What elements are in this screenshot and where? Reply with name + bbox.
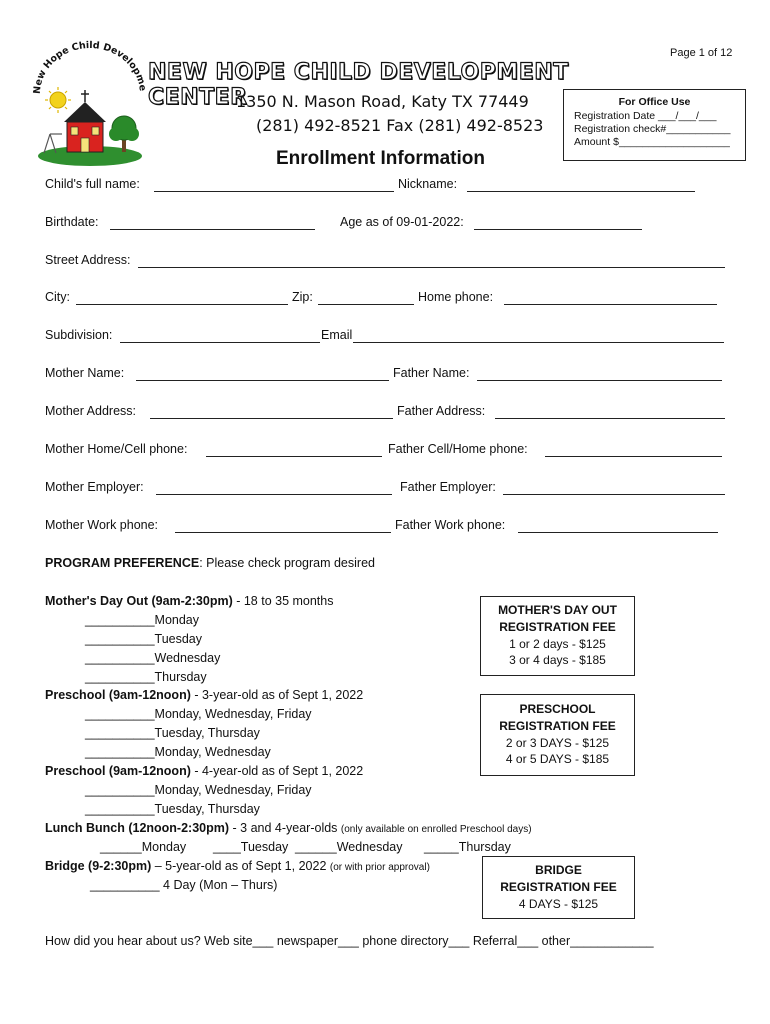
pre3-title-rest: - 3-year-old as of Sept 1, 2022 [190, 688, 364, 702]
pre3-mw-option[interactable] [85, 745, 271, 759]
pre4-tt-option[interactable] [85, 802, 260, 816]
father-name-input[interactable] [477, 380, 722, 381]
pre3-mwf-option[interactable] [85, 707, 312, 721]
lunch-thursday-option[interactable]: _____Thursday [424, 840, 511, 854]
bridge-title-rest: – 5-year-old as of Sept 1, 2022 [151, 859, 330, 873]
lunch-bunch-title [45, 821, 532, 835]
mother-address-input[interactable] [150, 418, 393, 419]
child-name-input[interactable] [154, 191, 394, 192]
option-label: Tuesday, Thursday [154, 802, 260, 816]
checkbox-blank[interactable]: __________ [85, 745, 155, 759]
email-label: Email [321, 328, 353, 342]
nickname-label: Nickname: [398, 177, 458, 191]
pre4-mwf-option[interactable] [85, 783, 312, 797]
preschool-4-title [45, 764, 363, 778]
program-heading-rest: : Please check program desired [199, 556, 375, 570]
age-input[interactable] [474, 229, 642, 230]
fee-line: 2 or 3 DAYS - $125 [505, 736, 610, 750]
mdo-thursday-option[interactable] [85, 670, 207, 684]
office-use-title: For Office Use [618, 96, 691, 108]
lunch-title-bold: Lunch Bunch (12noon-2:30pm) [45, 821, 230, 835]
father-address-label: Father Address: [397, 404, 486, 418]
preschool-fee-box [480, 694, 635, 776]
checkbox-blank[interactable]: __________ [85, 707, 155, 721]
preschool-3-title [45, 688, 363, 702]
fee-box-title: BRIDGE [535, 863, 582, 877]
lunch-tuesday-option[interactable]: ____Tuesday [213, 840, 289, 854]
checkbox-blank[interactable]: __________ [85, 802, 155, 816]
option-label: Wednesday [154, 651, 221, 665]
logo-illustration [30, 38, 148, 168]
lunch-title-rest: - 3 and 4-year-olds [229, 821, 341, 835]
home-phone-input[interactable] [504, 304, 717, 305]
option-label: Monday, Wednesday, Friday [154, 707, 312, 721]
father-phone-input[interactable] [545, 456, 722, 457]
father-address-input[interactable] [495, 418, 725, 419]
mother-name-label: Mother Name: [45, 366, 125, 380]
father-work-phone-label: Father Work phone: [395, 518, 506, 532]
father-employer-input[interactable] [503, 494, 725, 495]
age-label: Age as of 09-01-2022: [340, 215, 464, 229]
mdo-wednesday-option[interactable] [85, 651, 220, 665]
fee-line: 4 DAYS - $125 [518, 897, 599, 911]
zip-input[interactable] [318, 304, 414, 305]
bridge-4day-option[interactable] [90, 878, 277, 892]
fee-box-title: PRESCHOOL [519, 702, 596, 716]
street-address-input[interactable] [138, 267, 725, 268]
mother-work-phone-label: Mother Work phone: [45, 518, 159, 532]
fee-line: 3 or 4 days - $185 [509, 653, 606, 667]
option-label: 4 Day (Mon – Thurs) [163, 878, 278, 892]
option-label: Monday [154, 613, 200, 627]
center-address: 1350 N. Mason Road, Katy TX 77449 [236, 92, 529, 111]
option-label: Monday, Wednesday, Friday [154, 783, 312, 797]
lunch-monday-option[interactable]: ______Monday [100, 840, 187, 854]
birthdate-input[interactable] [110, 229, 315, 230]
how-did-you-hear[interactable]: How did you hear about us? Web site___ newspaper___ phone directory___ Referral___ other____________ [45, 934, 654, 948]
checkbox-blank[interactable]: __________ [85, 783, 155, 797]
form-title: Enrollment Information [276, 148, 485, 169]
mother-employer-label: Mother Employer: [45, 480, 144, 494]
mdo-title-rest: - 18 to 35 months [232, 594, 334, 608]
fee-box-title: MOTHER'S DAY OUT [498, 603, 617, 617]
subdivision-input[interactable] [120, 342, 320, 343]
zip-label: Zip: [292, 290, 313, 304]
pre4-title-rest: - 4-year-old as of Sept 1, 2022 [190, 764, 364, 778]
lunch-note: (only available on enrolled Preschool days) [340, 824, 532, 835]
mdo-monday-option[interactable] [85, 613, 199, 627]
father-employer-label: Father Employer: [400, 480, 496, 494]
bridge-fee-box [482, 856, 635, 919]
registration-check-field: Registration check#___________ [574, 123, 731, 135]
option-label: Tuesday [154, 632, 203, 646]
checkbox-blank[interactable]: __________ [85, 726, 155, 740]
mother-address-label: Mother Address: [45, 404, 137, 418]
email-input[interactable] [353, 342, 724, 343]
checkbox-blank[interactable]: __________ [85, 651, 155, 665]
fee-box-subtitle: REGISTRATION FEE [500, 880, 617, 894]
bridge-note: (or with prior approval) [329, 862, 430, 873]
option-label: Tuesday, Thursday [154, 726, 260, 740]
mother-employer-input[interactable] [156, 494, 392, 495]
home-phone-label: Home phone: [418, 290, 494, 304]
pre4-title-bold: Preschool (9am-12noon) [45, 764, 191, 778]
birthdate-label: Birthdate: [45, 215, 99, 229]
child-name-label: Child's full name: [45, 177, 140, 191]
father-work-phone-input[interactable] [518, 532, 718, 533]
mother-phone-label: Mother Home/Cell phone: [45, 442, 188, 456]
checkbox-blank[interactable]: __________ [90, 878, 160, 892]
pre3-title-bold: Preschool (9am-12noon) [45, 688, 191, 702]
option-label: Monday, Wednesday [154, 745, 271, 759]
bridge-title-bold: Bridge (9-2:30pm) [45, 859, 152, 873]
father-phone-label: Father Cell/Home phone: [388, 442, 528, 456]
office-use-box [563, 89, 746, 161]
mdo-title-bold: Mother's Day Out (9am-2:30pm) [45, 594, 233, 608]
lunch-wednesday-option[interactable]: ______Wednesday [295, 840, 403, 854]
bridge-title [45, 859, 430, 873]
program-heading-bold: PROGRAM PREFERENCE [45, 556, 200, 570]
father-name-label: Father Name: [393, 366, 470, 380]
pre3-tt-option[interactable] [85, 726, 260, 740]
fee-line: 1 or 2 days - $125 [509, 637, 606, 651]
center-name: NEW HOPE CHILD DEVELOPMENT CENTER [148, 60, 569, 110]
checkbox-blank[interactable]: __________ [85, 632, 155, 646]
city-label: City: [45, 290, 70, 304]
subdivision-label: Subdivision: [45, 328, 113, 342]
mother-name-input[interactable] [136, 380, 389, 381]
fee-box-subtitle: REGISTRATION FEE [499, 719, 616, 733]
mdo-fee-box [480, 596, 635, 676]
nickname-input[interactable] [467, 191, 695, 192]
fee-line: 4 or 5 DAYS - $185 [505, 752, 610, 766]
mother-phone-input[interactable] [206, 456, 382, 457]
program-preference-heading [45, 556, 375, 570]
option-label: Thursday [154, 670, 207, 684]
center-logo [30, 38, 148, 168]
registration-date-field: Registration Date ___/___/___ [574, 110, 717, 122]
mdo-tuesday-option[interactable] [85, 632, 202, 646]
mother-work-phone-input[interactable] [175, 532, 391, 533]
mdo-title [45, 594, 334, 608]
checkbox-blank[interactable]: __________ [85, 613, 155, 627]
amount-field: Amount $___________________ [574, 136, 730, 148]
fee-box-subtitle: REGISTRATION FEE [499, 620, 616, 634]
checkbox-blank[interactable]: __________ [85, 670, 155, 684]
city-input[interactable] [76, 304, 288, 305]
svg-text:New Hope Child Development Cen: New Hope Child Developme [31, 39, 148, 95]
center-phones: (281) 492-8521 Fax (281) 492-8523 [256, 116, 544, 135]
page-number: Page 1 of 12 [670, 47, 733, 59]
street-address-label: Street Address: [45, 253, 131, 267]
